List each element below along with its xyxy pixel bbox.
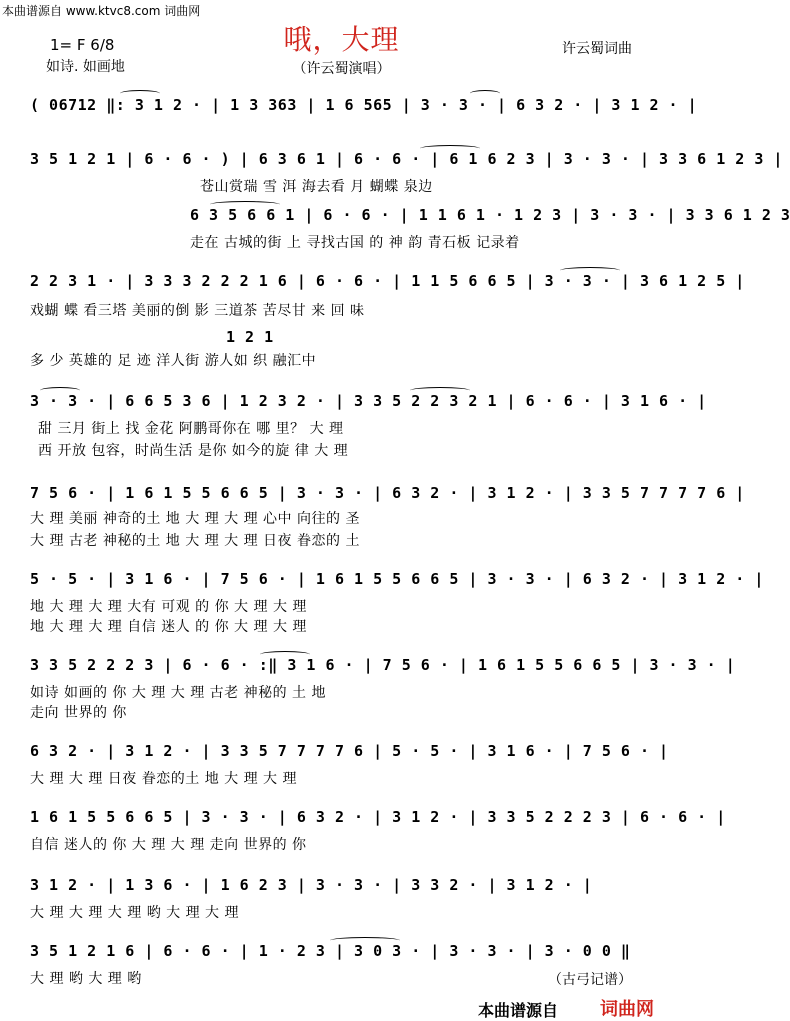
slur-mark xyxy=(210,201,280,208)
key-signature: 1= F 6/8 xyxy=(50,36,115,54)
notation-row-3: 6 3 5 6 6 1 | 6 · 6 · | 1 1 6 1 · 1 2 3 | 3 · 3 · | 3 3 6 1 2 3 xyxy=(190,206,790,224)
footer-source: 本曲谱源自 xyxy=(478,1001,559,1020)
notation-row-10: 6 3 2 · | 3 1 2 · | 3 3 5 7 7 7 7 6 | 5 · 5 · | 3 1 6 · | 7 5 6 · | xyxy=(30,742,669,760)
lyrics-row-9b: 走向 世界的 你 xyxy=(30,705,127,721)
notation-row-11: 1 6 1 5 5 6 6 5 | 3 · 3 · | 6 3 2 · | 3 1 2 · | 3 3 5 2 2 2 3 | 6 · 6 · | xyxy=(30,808,726,826)
notation-row-2: 3 5 1 2 1 | 6 · 6 · ) | 6 3 6 1 | 6 · 6 · | 6 1 6 2 3 | 3 · 3 · | 3 3 6 1 2 3 | xyxy=(30,150,783,168)
lyrics-row-10: 大 理 大 理 日夜 眷恋的土 地 大 理 大 理 xyxy=(30,771,298,787)
footer-brand-logo[interactable]: 词曲网 xyxy=(600,999,654,1020)
slur-mark xyxy=(410,387,470,394)
lyrics-row-3: 走在 古城的街 上 寻找古国 的 神 韵 青石板 记录着 xyxy=(190,235,520,251)
lyrics-row-2: 苍山赏瑞 雪 洱 海去看 月 蝴蝶 泉边 xyxy=(200,179,433,195)
notation-row-1: ( 06712 ‖: 3 1 2 · | 1 3 363 | 1 6 565 | 3 · 3 · | 6 3 2 · | 3 1 2 · | xyxy=(30,96,698,114)
slur-mark xyxy=(330,937,400,944)
song-title: 哦，大理 xyxy=(283,23,400,56)
site-banner: 本曲谱源自 www.ktvc8.com 词曲网 xyxy=(2,4,201,18)
lyrics-row-9a: 如诗 如画的 你 大 理 大 理 古老 神秘的 土 地 xyxy=(30,685,327,701)
slur-mark xyxy=(40,387,80,394)
tempo-marking: 如诗. 如画地 xyxy=(46,59,125,75)
notation-row-9: 3 3 5 2 2 2 3 | 6 · 6 · :‖ 3 1 6 · | 7 5 6 · | 1 6 1 5 5 6 6 5 | 3 · 3 · | xyxy=(30,656,736,674)
lyrics-row-8b: 地 大 理 大 理 自信 迷人 的 你 大 理 大 理 xyxy=(30,619,307,635)
transcriber-credit: （古弓记谱） xyxy=(548,972,632,988)
notation-row-13: 3 5 1 2 1 6 | 6 · 6 · | 1 · 2 3 | 3 0 3 · | 3 · 3 · | 3 · 0 0 ‖ xyxy=(30,942,631,960)
notation-row-6: 3 · 3 · | 6 6 5 3 6 | 1 2 3 2 · | 3 3 5 2 2 3 2 1 | 6 · 6 · | 3 1 6 · | xyxy=(30,392,707,410)
slur-mark xyxy=(260,651,310,658)
notation-row-12: 3 1 2 · | 1 3 6 · | 1 6 2 3 | 3 · 3 · | 3 3 2 · | 3 1 2 · | xyxy=(30,876,593,894)
lyrics-row-6a: 甜 三月 街上 找 金花 阿鹏哥你在 哪 里？ 大 理 xyxy=(38,421,344,437)
lyrics-row-5: 多 少 英雄的 足 迹 洋人街 游人如 织 融汇中 xyxy=(30,353,317,369)
slur-mark xyxy=(120,90,160,97)
slur-mark xyxy=(470,90,500,97)
slur-mark xyxy=(420,145,480,152)
lyrics-row-12: 大 理 大 理 大 理 哟 大 理 大 理 xyxy=(30,905,240,921)
slur-mark xyxy=(560,267,620,274)
notation-row-8: 5 · 5 · | 3 1 6 · | 7 5 6 · | 1 6 1 5 5 6 6 5 | 3 · 3 · | 6 3 2 · | 3 1 2 · | xyxy=(30,570,764,588)
lyrics-row-7a: 大 理 美丽 神奇的土 地 大 理 大 理 心中 向往的 圣 xyxy=(30,511,360,527)
notation-row-7: 7 5 6 · | 1 6 1 5 5 6 6 5 | 3 · 3 · | 6 3 2 · | 3 1 2 · | 3 3 5 7 7 7 7 6 | xyxy=(30,484,745,502)
lyrics-row-13: 大 理 哟 大 理 哟 xyxy=(30,971,142,987)
lyrics-row-11: 自信 迷人的 你 大 理 大 理 走向 世界的 你 xyxy=(30,837,307,853)
singer-credit: （许云蜀演唱） xyxy=(292,61,391,77)
lyrics-row-4: 戏蝴 蝶 看三塔 美丽的倒 影 三道茶 苦尽甘 来 回 味 xyxy=(30,303,365,319)
lyrics-row-7b: 大 理 古老 神秘的土 地 大 理 大 理 日夜 眷恋的 土 xyxy=(30,533,360,549)
lyrics-row-6b: 西 开放 包容，时尚生活 是你 如今的旋 律 大 理 xyxy=(38,443,349,459)
author-credit: 许云蜀词曲 xyxy=(562,41,632,57)
notation-row-5: 1 2 1 xyxy=(226,328,274,346)
lyrics-row-8a: 地 大 理 大 理 大有 可观 的 你 大 理 大 理 xyxy=(30,599,307,615)
notation-row-4: 2 2 3 1 · | 3 3 3 2 2 2 1 6 | 6 · 6 · | 1 1 5 6 6 5 | 3 · 3 · | 3 6 1 2 5 | xyxy=(30,272,745,290)
